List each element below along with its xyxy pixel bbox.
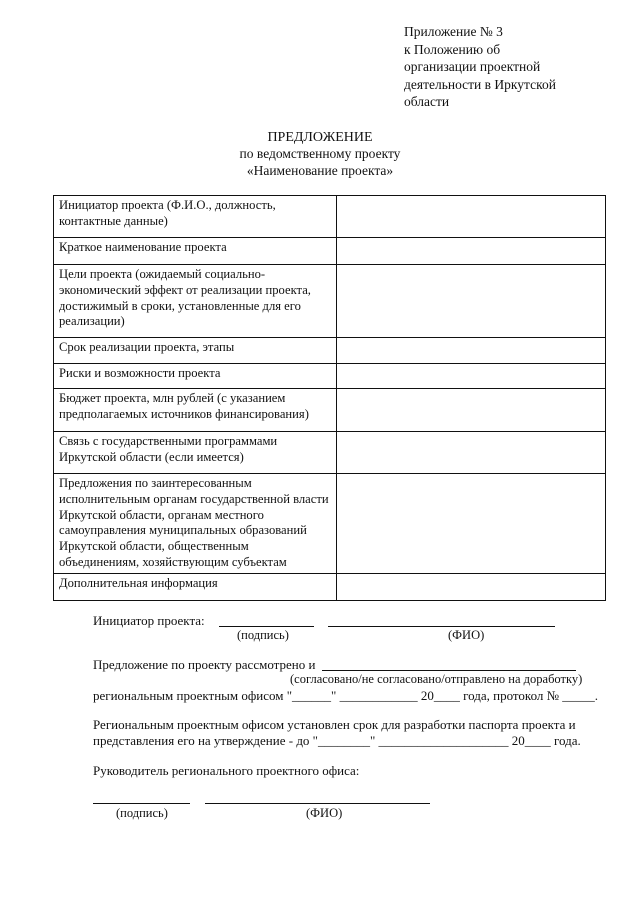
row-value[interactable] [336, 265, 605, 338]
review-date-text: региональным проектным офисом "______" ____________ 20____ года, протокол № _____. [93, 688, 599, 703]
appendix-line: области [404, 94, 450, 109]
initiator-signature-line[interactable] [219, 626, 314, 627]
table-row [54, 389, 606, 432]
review-status-line[interactable] [322, 670, 576, 671]
head-signature-line[interactable] [93, 803, 190, 804]
table-row [54, 432, 606, 474]
appendix-line: Приложение № 3 [404, 24, 503, 39]
row-label: Срок реализации проекта, этапы [54, 338, 337, 364]
head-name-caption: (ФИО) [306, 806, 343, 820]
initiator-signature-caption: (подпись) [237, 628, 289, 642]
row-value[interactable] [336, 338, 605, 364]
document-title: ПРЕДЛОЖЕНИЕ [267, 130, 373, 145]
appendix-line: к Положению об [404, 41, 501, 57]
row-value[interactable] [336, 432, 605, 474]
appendix-block [404, 23, 556, 111]
review-text: Предложение по проекту рассмотрено и [93, 657, 316, 672]
head-name-line[interactable] [205, 803, 430, 804]
row-label: Риски и возможности проекта [54, 364, 337, 389]
project-name: «Наименование проекта» [246, 163, 394, 178]
row-label: Инициатор проекта (Ф.И.О., должность, контактные данные) [54, 196, 337, 238]
proposal-table [53, 195, 606, 601]
row-label: Связь с государственными программами Иркутской области (если имеется) [54, 432, 337, 474]
initiator-label: Инициатор проекта: [93, 613, 205, 628]
table-row [54, 573, 606, 600]
table-row [54, 265, 606, 338]
table-row [54, 196, 606, 238]
appendix-line: деятельности в Иркутской [404, 76, 556, 92]
row-value[interactable] [336, 474, 605, 574]
review-status-caption: (согласовано/не согласовано/отправлено на доработку) [290, 672, 583, 686]
row-label: Предложения по заинтересованным исполнительным органам государственной власти Иркутской области, органам местного самоуправления муниципальных образований Иркутской области, общественным объединениям, хозяйствующим субъектам [54, 474, 337, 574]
row-value[interactable] [336, 238, 605, 265]
document-subtitle: по ведомственному проекту [239, 146, 401, 161]
row-label: Бюджет проекта, млн рублей (с указанием предполагаемых источников финансирования) [54, 389, 337, 432]
row-value[interactable] [336, 389, 605, 432]
row-value[interactable] [336, 364, 605, 389]
appendix-line: организации проектной [404, 59, 541, 74]
row-value[interactable] [336, 573, 605, 600]
table-row [54, 474, 606, 574]
table-row [54, 338, 606, 364]
deadline-date-text: представления его на утверждение - до "________" ____________________ 20____ года. [93, 733, 581, 748]
initiator-name-line[interactable] [328, 626, 555, 627]
head-signature-caption: (подпись) [116, 806, 168, 820]
row-label: Краткое наименование проекта [54, 238, 337, 265]
initiator-name-caption: (ФИО) [448, 628, 485, 642]
row-label: Цели проекта (ожидаемый социально-экономический эффект от реализации проекта, достижимый в сроки, установленные для его реализации) [54, 265, 337, 338]
table-row [54, 238, 606, 265]
table-row [54, 364, 606, 389]
head-office-label: Руководитель регионального проектного офиса: [93, 763, 360, 778]
row-value[interactable] [336, 196, 605, 238]
deadline-text: Региональным проектным офисом установлен срок для разработки паспорта проекта и [93, 717, 576, 732]
row-label: Дополнительная информация [54, 573, 337, 600]
